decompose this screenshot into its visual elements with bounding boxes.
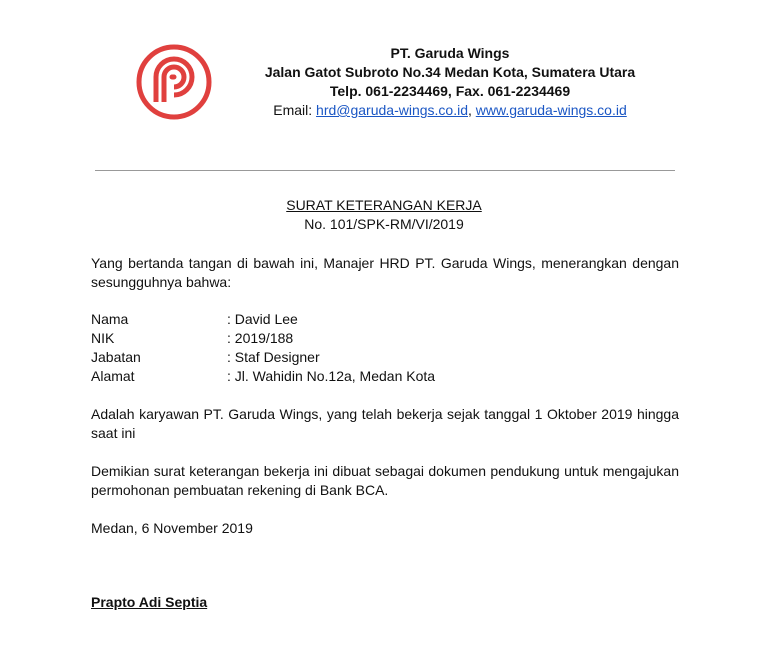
employment-line-2: saat ini — [91, 425, 136, 441]
email-link[interactable]: hrd@garuda-wings.co.id — [316, 102, 468, 118]
contact-separator: , — [468, 102, 476, 118]
company-name: PT. Garuda Wings — [390, 45, 510, 61]
company-phone-fax: Telp. 061-2234469, Fax. 061-2234469 — [329, 83, 571, 99]
email-label: Email: — [273, 102, 317, 118]
field-label: NIK — [91, 330, 115, 346]
intro-line-1: Yang bertanda tangan di bawah ini, Manajer HRD PT. Garuda Wings, menerangkan dengan — [91, 255, 679, 271]
employment-line-1: Adalah karyawan PT. Garuda Wings, yang telah bekerja sejak tanggal 1 Oktober 2019 hingga — [91, 406, 679, 422]
field-value: : Jl. Wahidin No.12a, Medan Kota — [227, 368, 436, 384]
company-contact — [215, 101, 685, 120]
field-value: : Staf Designer — [227, 349, 320, 365]
signatory-name: Prapto Adi Septia — [91, 594, 208, 610]
field-label: Jabatan — [91, 349, 141, 365]
header-divider — [95, 170, 675, 171]
field-value: : David Lee — [227, 311, 298, 327]
field-label: Nama — [91, 311, 129, 327]
letter-number: No. 101/SPK-RM/VI/2019 — [304, 216, 464, 232]
company-logo — [136, 44, 212, 120]
purpose-line-2: permohonan pembuatan rekening di Bank BCA. — [91, 482, 389, 498]
field-value: : 2019/188 — [227, 330, 294, 346]
company-address: Jalan Gatot Subroto No.34 Medan Kota, Sumatera Utara — [264, 64, 636, 80]
place-date: Medan, 6 November 2019 — [91, 520, 253, 536]
intro-line-2: sesungguhnya bahwa: — [91, 274, 232, 290]
website-link[interactable]: www.garuda-wings.co.id — [475, 102, 627, 118]
field-label: Alamat — [91, 368, 135, 384]
letter-title: SURAT KETERANGAN KERJA — [286, 197, 482, 213]
purpose-line-1: Demikian surat keterangan bekerja ini dibuat sebagai dokumen pendukung untuk mengajukan — [91, 463, 679, 479]
